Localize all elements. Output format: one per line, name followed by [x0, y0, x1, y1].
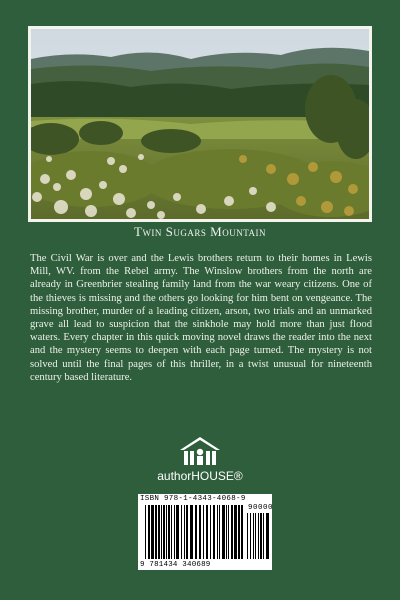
publisher-block: [0, 434, 400, 483]
barcode-bar: [176, 505, 179, 559]
barcode-bar: [174, 505, 175, 559]
barcode-bar: [234, 505, 237, 559]
publisher-name: authorHOUSE®: [157, 469, 243, 483]
barcode-bar: [158, 505, 160, 559]
barcode-bar: [226, 505, 227, 559]
barcode-bar: [255, 513, 256, 559]
barcode-bar: [186, 505, 188, 559]
barcode-bar: [203, 505, 204, 559]
isbn-barcode: [138, 494, 272, 570]
barcode-bar: [199, 505, 201, 559]
barcode-bar: [151, 505, 154, 559]
barcode-bar: [184, 505, 185, 559]
barcode-bar: [222, 505, 225, 559]
addon-barcode-bars: [247, 513, 269, 559]
isbn-label: ISBN 978-1-4343-4068-9: [140, 495, 246, 503]
barcode-bar: [181, 505, 182, 559]
barcode-bar: [260, 513, 262, 559]
barcode-bar: [258, 513, 259, 559]
ean-digits: 9 781434 340689: [140, 561, 211, 569]
barcode-bar: [213, 505, 215, 559]
barcode-bar: [206, 505, 208, 559]
barcode-bar: [161, 505, 162, 559]
barcode-bar: [171, 505, 172, 559]
barcode-bar: [148, 505, 150, 559]
authorhouse-logo-icon: [178, 434, 222, 468]
barcode-bar: [163, 505, 165, 559]
barcode-bar: [155, 505, 157, 559]
book-synopsis: The Civil War is over and the Lewis brothers return to their homes in Lewis Mill, WV. from the Rebel army. The Winslow brothers from the north are already in Greenbrier stealing family land from the war weary citizens. One of the thieves is missing and the others go looking for him bent on vengeance. The missing brother, murder of a leading citizen, arson, two trials and an unmarked grave all lead to suspicion that the sinkhole may hold more than just flood waters. Every chapter in this quick moving novel draws the reader into the next and the mystery seems to deepen with each page turned. The mystery is not solved until the final pages of this thriller, in a twist unusual for nineteenth century based literature.: [30, 253, 372, 383]
barcode-bar: [238, 505, 240, 559]
barcode-bar: [231, 505, 233, 559]
barcode-bar: [241, 505, 243, 559]
ean-barcode-bars: [145, 505, 243, 559]
price-code: 90000: [248, 504, 274, 512]
barcode-bar: [219, 505, 220, 559]
landscape-photo: [31, 29, 369, 219]
barcode-bar: [250, 513, 251, 559]
barcode-bar: [228, 505, 229, 559]
barcode-bar: [210, 505, 211, 559]
barcode-bar: [253, 513, 254, 559]
barcode-bar: [145, 505, 146, 559]
cover-photo-frame: [28, 26, 372, 222]
barcode-bar: [168, 505, 170, 559]
barcode-bar: [247, 513, 248, 559]
barcode-bar: [217, 505, 218, 559]
barcode-bar: [263, 513, 264, 559]
barcode-bar: [195, 505, 197, 559]
barcode-bar: [190, 505, 193, 559]
photo-caption: Twin Sugars Mountain: [134, 224, 266, 239]
barcode-bar: [166, 505, 167, 559]
barcode-bar: [266, 513, 269, 559]
